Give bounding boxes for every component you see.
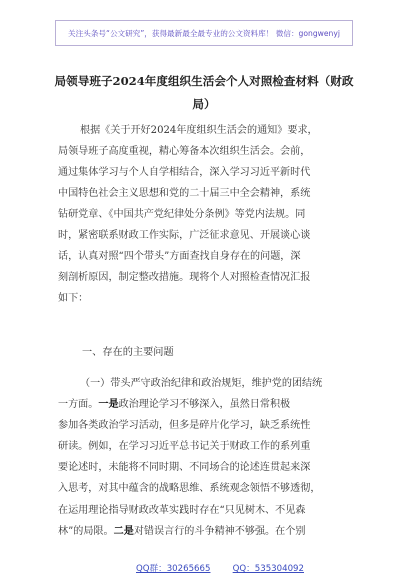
promo-banner-text: 关注头条号“公文研究”，获得最新最全最专业的公文资料库！ 微信：gongwenyj — [68, 28, 340, 38]
intro-line: 中国特色社会主义思想和党的二十届三中全会精神，系统 — [58, 188, 311, 199]
footer-contacts — [136, 562, 304, 574]
para-emphasis: 二是 — [113, 525, 134, 537]
para-text: 对错误言行的斗争精神不够强。在个别 — [133, 525, 306, 537]
para-line: 在运用理论指导财政改革实践时存在“只见树木、不见森 — [58, 504, 306, 516]
para-line: 要论述时，未能将不同时期、不同场合的论述连贯起来深 — [58, 462, 311, 474]
intro-line: 局领导班子高度重视，精心筹备本次组织生活会。会前， — [58, 146, 311, 157]
para-line: （一）带头严守政治纪律和政治规矩，维护党的团结统 — [80, 378, 323, 389]
para-emphasis: 一是 — [98, 399, 119, 411]
para-line — [58, 521, 350, 542]
intro-line: 钻研党章、《中国共产党纪律处分条例》等党内法规。同 — [58, 209, 306, 220]
title-line-1: 局领导班子2024年度组织生活会个人对照检查材料（财政 — [54, 74, 354, 88]
title-line-2: 局） — [192, 97, 216, 111]
para-line: 参加各类政治学习活动，但多是碎片化学习，缺乏系统性 — [58, 420, 311, 432]
para-line: 入思考，对其中蕴含的战略思维、系统观念领悟不够透彻， — [58, 483, 321, 495]
intro-line: 根据《关于开好2024年度组织生活会的通知》要求， — [80, 125, 318, 136]
intro-line: 刻剖析原因，制定整改措施。现将个人对照检查情况汇报 — [58, 272, 311, 283]
para-text: 林”的局限。 — [58, 525, 114, 537]
intro-paragraph — [58, 120, 350, 309]
problems-paragraph — [58, 373, 350, 542]
intro-line: 通过集体学习与个人自学相结合，深入学习习近平新时代 — [58, 167, 311, 178]
qq-contact-link[interactable]: QQ：535304092 — [232, 564, 304, 574]
para-text: 政治理论学习不够深入，虽然日常积极 — [118, 399, 291, 411]
intro-line: 如下： — [58, 293, 89, 304]
intro-line: 话，认真对照“四个带头”方面查找自身存在的问题，深 — [58, 251, 301, 262]
promo-banner — [55, 20, 353, 46]
document-title — [52, 70, 356, 116]
para-text: 一方面。 — [58, 399, 99, 411]
para-line — [58, 394, 350, 415]
qq-group-link[interactable]: QQ群：30265665 — [136, 564, 211, 574]
section-heading: 一、存在的主要问题 — [82, 347, 174, 358]
intro-line: 时，紧密联系财政工作实际，广泛征求意见、开展谈心谈 — [58, 230, 311, 241]
para-line: 研读。例如，在学习习近平总书记关于财政工作的系列重 — [58, 441, 311, 453]
